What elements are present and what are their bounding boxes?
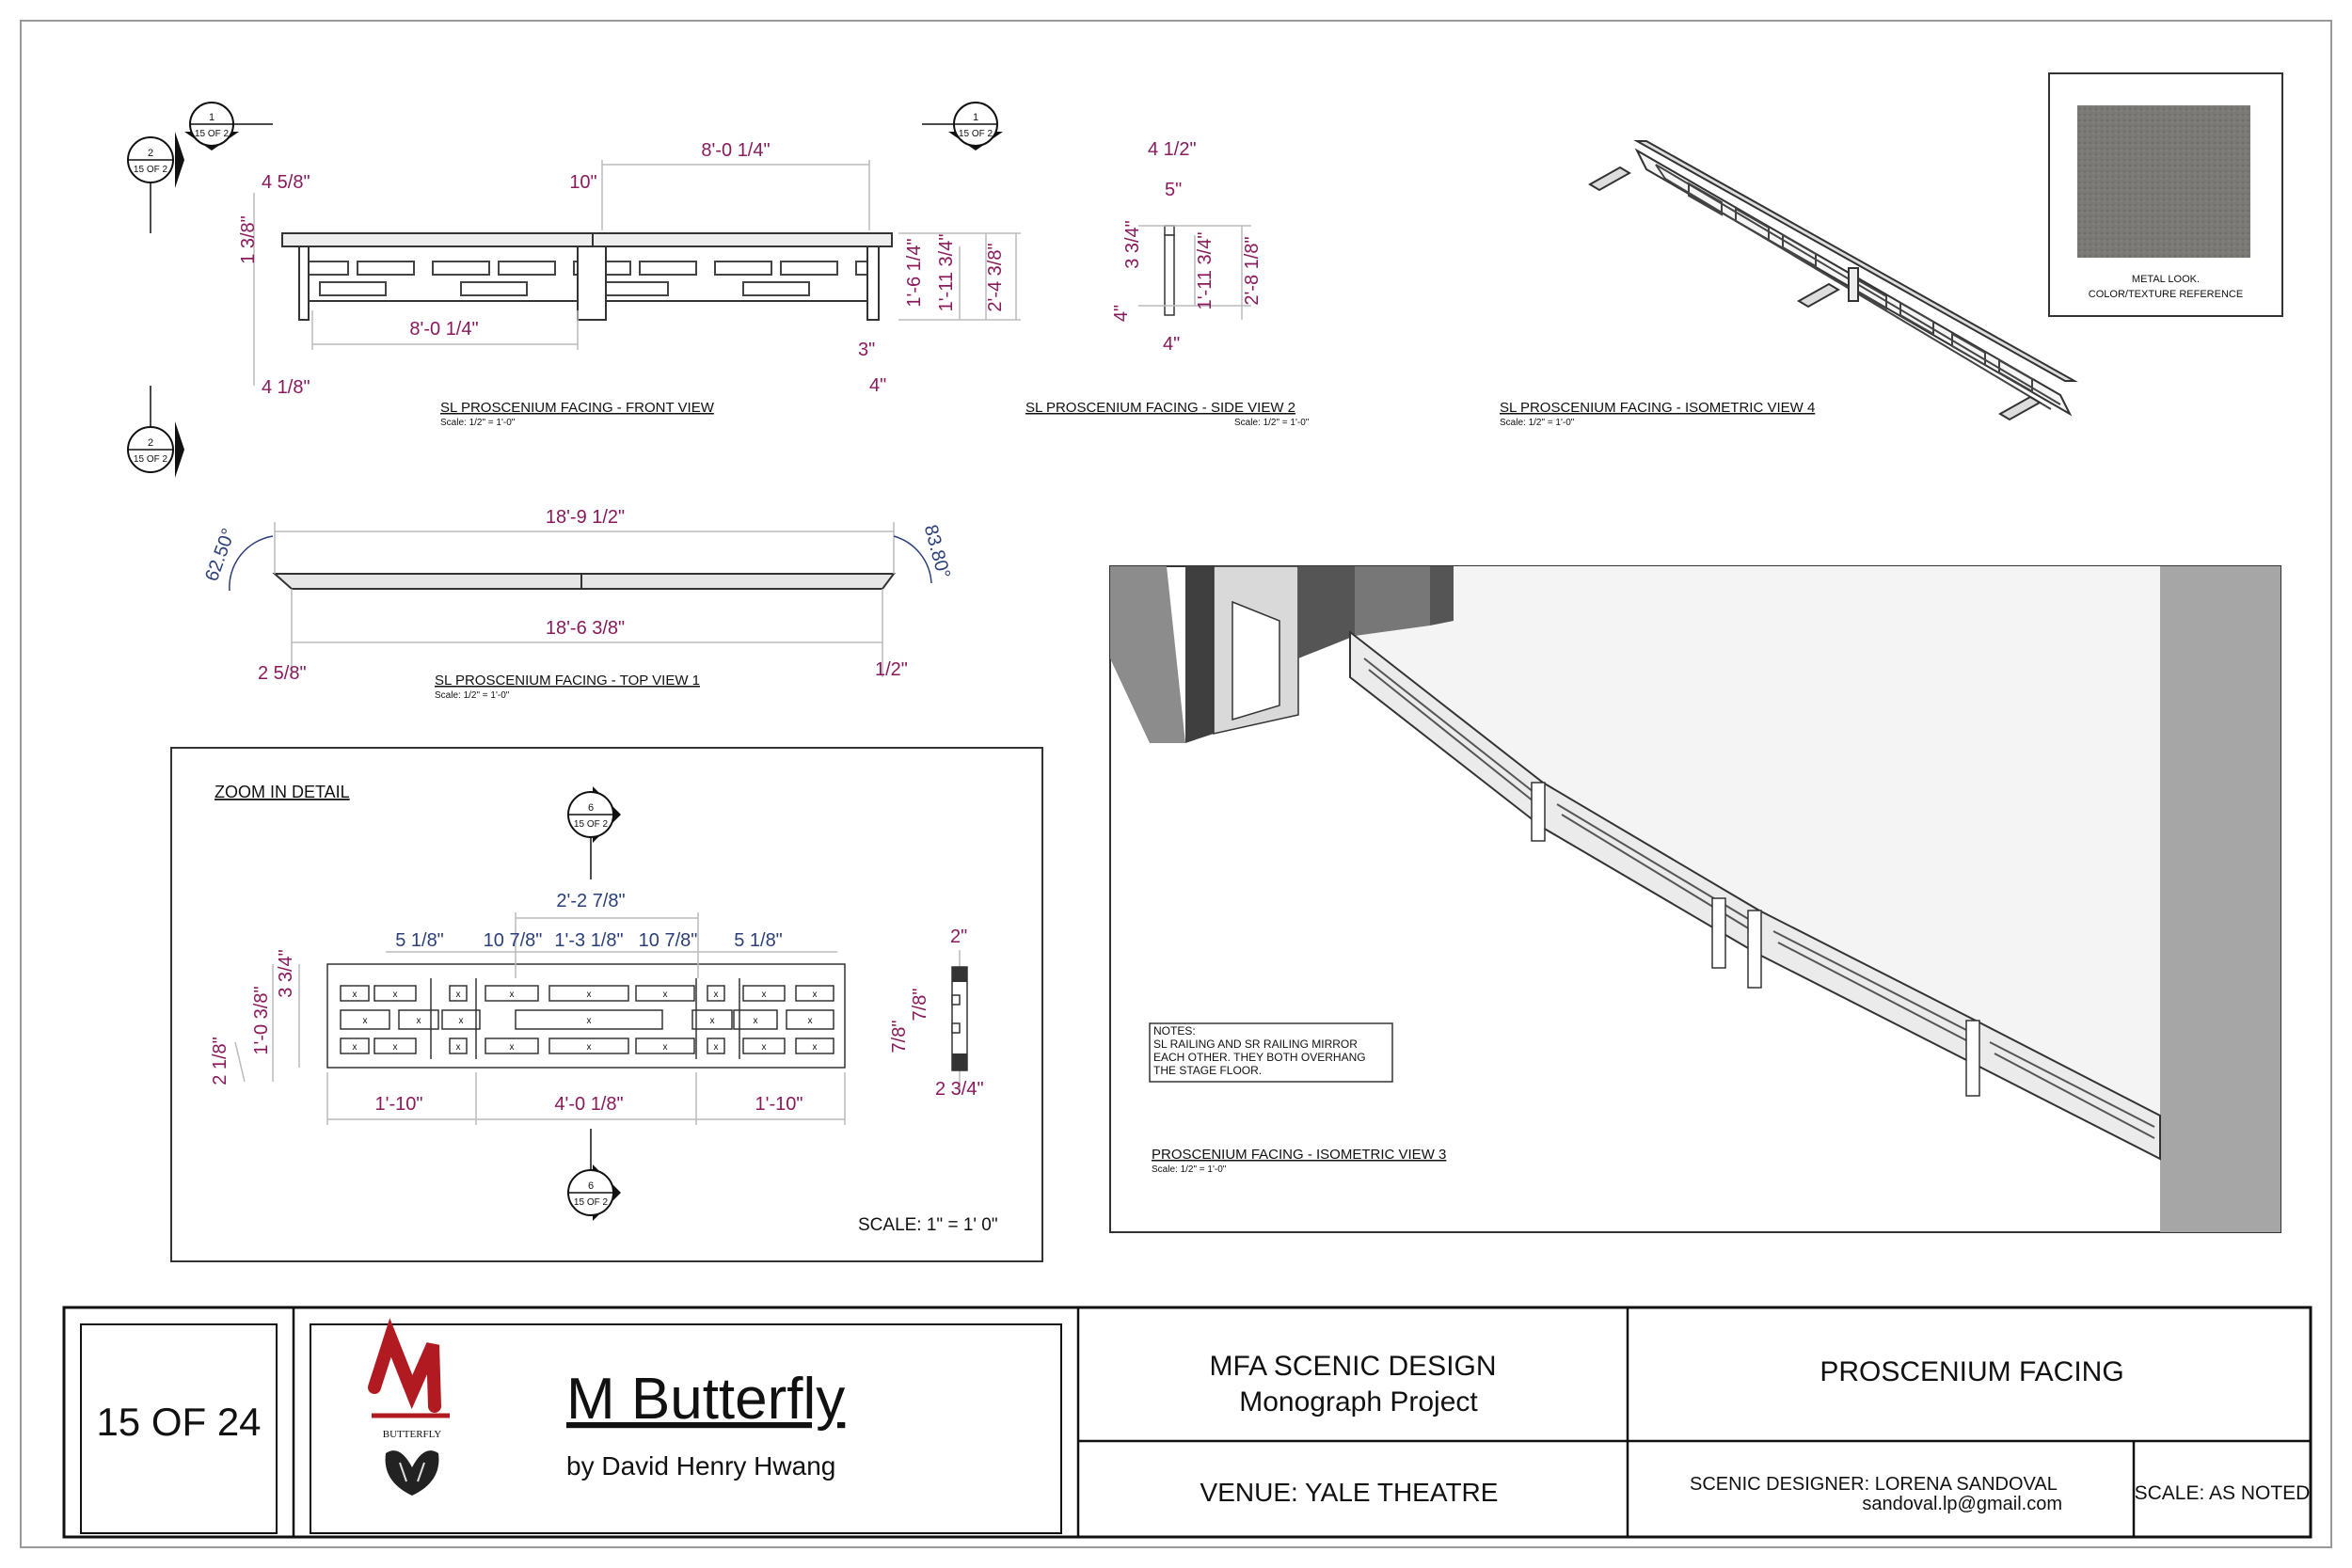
detail-a: 5 1/8" <box>395 930 444 951</box>
dim-left-top: 4 5/8" <box>262 172 310 193</box>
side-dim-5: 5" <box>1165 180 1183 200</box>
detail-left3: 2 1/8" <box>210 1037 230 1085</box>
dim-foot-w: 4" <box>869 375 887 396</box>
detail-left1: 3 3/4" <box>276 949 296 998</box>
front-view-title: SL PROSCENIUM FACING - FRONT VIEW <box>440 400 714 416</box>
dim-h2: 1'-11 3/4" <box>936 233 957 312</box>
top-dim-right: 1/2" <box>875 659 908 680</box>
side-dim-top: 4 1/2" <box>1148 139 1197 160</box>
zoom-detail <box>171 748 1042 1261</box>
side-dim-4b: 4" <box>1163 334 1181 355</box>
section-marker-2-top <box>128 132 184 233</box>
dim-top-length: 8'-0 1/4" <box>701 140 771 161</box>
section-marker-2-bottom <box>128 386 184 478</box>
x-mark: x <box>416 1016 421 1026</box>
marker-sheet: 15 OF 2 <box>133 165 168 175</box>
x-mark: x <box>713 990 719 1000</box>
reference-line2: COLOR/TEXTURE REFERENCE <box>2088 289 2244 300</box>
side-dim-h2: 2'-8 1/8" <box>1242 236 1263 306</box>
venue: VENUE: YALE THEATRE <box>1200 1478 1499 1507</box>
show-title: M Butterfly <box>566 1367 846 1432</box>
marker-num: 2 <box>147 437 154 449</box>
notes-line2: SL RAILING AND SR RAILING MIRROR <box>1153 1037 1358 1051</box>
x-mark: x <box>458 1016 464 1026</box>
section-marker-1-right <box>922 103 1003 150</box>
x-mark: x <box>362 1016 368 1026</box>
detail-bottom2: 4'-0 1/8" <box>554 1094 624 1115</box>
detail-overall: 2'-2 7/8" <box>556 891 626 911</box>
x-mark: x <box>509 990 515 1000</box>
x-mark: x <box>509 1042 515 1053</box>
top-view-title: SL PROSCENIUM FACING - TOP VIEW 1 <box>435 673 701 689</box>
side-dim-4a: 4" <box>1111 304 1132 323</box>
notes-line1: NOTES: <box>1153 1024 1196 1037</box>
dim-left-bottom: 4 1/8" <box>262 377 310 398</box>
detail-c: 1'-3 1/8" <box>554 930 624 951</box>
x-mark: x <box>392 990 398 1000</box>
detail-sec-top: 2" <box>950 927 968 947</box>
side-view <box>1025 139 1310 428</box>
designer: SCENIC DESIGNER: LORENA SANDOVAL <box>1690 1474 2058 1495</box>
x-mark: x <box>812 990 818 1000</box>
notes-line4: THE STAGE FLOOR. <box>1153 1064 1263 1077</box>
marker-num: 6 <box>587 1180 595 1192</box>
detail-sec-mid2: 7/8" <box>889 1020 910 1053</box>
x-mark: x <box>586 1042 592 1053</box>
detail-d: 10 7/8" <box>638 930 698 951</box>
x-mark: x <box>392 1042 398 1053</box>
top-view <box>201 507 954 701</box>
program-line2: Monograph Project <box>1239 1386 1478 1418</box>
side-view-title: SL PROSCENIUM FACING - SIDE VIEW 2 <box>1025 400 1295 416</box>
detail-bottom3: 1'-10" <box>755 1094 803 1115</box>
marker-sheet: 15 OF 2 <box>573 819 609 830</box>
detail-scale: SCALE: 1" = 1' 0" <box>858 1215 998 1235</box>
top-view-scale: Scale: 1/2" = 1'-0" <box>435 690 510 701</box>
top-dim-length: 18'-9 1/2" <box>545 507 626 528</box>
iso3-scale: Scale: 1/2" = 1'-0" <box>1152 1164 1227 1175</box>
scale-note: SCALE: AS NOTED <box>2134 1482 2311 1504</box>
x-mark: x <box>713 1042 719 1053</box>
x-mark: x <box>662 990 668 1000</box>
sheet-number: 15 OF 24 <box>96 1400 262 1444</box>
iso4-scale: Scale: 1/2" = 1'-0" <box>1500 418 1575 428</box>
marker-num: 1 <box>972 112 979 123</box>
front-view <box>128 103 1021 478</box>
top-angle-left: 62.50° <box>201 525 240 584</box>
detail-left2: 1'-0 3/8" <box>251 986 272 1055</box>
program-line1: MFA SCENIC DESIGN <box>1209 1351 1497 1382</box>
x-mark: x <box>761 1042 767 1053</box>
detail-e: 5 1/8" <box>734 930 783 951</box>
x-mark: x <box>352 990 358 1000</box>
top-dim-left: 2 5/8" <box>258 663 307 684</box>
detail-sec-mid: 7/8" <box>910 988 930 1022</box>
show-author: by David Henry Hwang <box>566 1451 836 1481</box>
marker-sheet: 15 OF 2 <box>958 129 993 139</box>
isometric-view-4 <box>1500 141 2074 428</box>
detail-bottom1: 1'-10" <box>374 1094 423 1115</box>
marker-num: 1 <box>208 112 215 123</box>
detail-title: ZOOM IN DETAIL <box>215 783 350 801</box>
iso3-title: PROSCENIUM FACING - ISOMETRIC VIEW 3 <box>1152 1147 1447 1163</box>
dim-cap: 1 3/8" <box>238 215 259 264</box>
drawing-title: PROSCENIUM FACING <box>1820 1356 2124 1387</box>
x-mark: x <box>352 1042 358 1053</box>
dim-center: 10" <box>569 172 597 193</box>
section-marker-1-left <box>184 103 273 150</box>
top-angle-right: 83.80° <box>919 522 954 581</box>
side-dim-334: 3 3/4" <box>1122 220 1143 269</box>
dim-h1: 1'-6 1/4" <box>904 238 925 308</box>
top-dim-bottom: 18'-6 3/8" <box>545 618 626 639</box>
x-mark: x <box>662 1042 668 1053</box>
logo-text: BUTTERFLY <box>382 1429 442 1440</box>
x-mark: x <box>709 1016 715 1026</box>
side-dim-h1: 1'-11 3/4" <box>1195 231 1216 310</box>
x-mark: x <box>586 990 592 1000</box>
dim-foot-h: 3" <box>858 340 876 360</box>
title-block <box>81 1307 2311 1537</box>
marker-num: 2 <box>147 148 154 159</box>
metal-swatch <box>2077 105 2250 258</box>
marker-sheet: 15 OF 2 <box>194 129 230 139</box>
side-view-scale: Scale: 1/2" = 1'-0" <box>1234 418 1310 428</box>
iso4-title: SL PROSCENIUM FACING - ISOMETRIC VIEW 4 <box>1500 400 1816 416</box>
x-mark: x <box>812 1042 818 1053</box>
dim-h3: 2'-4 3/8" <box>985 243 1006 312</box>
detail-sec-bot: 2 3/4" <box>935 1079 984 1100</box>
marker-sheet: 15 OF 2 <box>573 1197 609 1208</box>
detail-b: 10 7/8" <box>483 930 543 951</box>
x-mark: x <box>807 1016 813 1026</box>
marker-num: 6 <box>587 802 595 814</box>
designer-email: sandoval.lp@gmail.com <box>1862 1494 2062 1514</box>
x-mark: x <box>455 990 461 1000</box>
x-mark: x <box>753 1016 758 1026</box>
color-texture-reference <box>2049 73 2282 316</box>
isometric-view-3 <box>1110 566 2280 1232</box>
x-mark: x <box>455 1042 461 1053</box>
dim-bottom-length: 8'-0 1/4" <box>409 319 479 340</box>
x-mark: x <box>586 1016 592 1026</box>
notes-line3: EACH OTHER. THEY BOTH OVERHANG <box>1153 1051 1366 1064</box>
marker-sheet: 15 OF 2 <box>133 454 168 465</box>
x-mark: x <box>761 990 767 1000</box>
reference-line1: METAL LOOK. <box>2131 274 2201 285</box>
front-view-scale: Scale: 1/2" = 1'-0" <box>440 418 516 428</box>
